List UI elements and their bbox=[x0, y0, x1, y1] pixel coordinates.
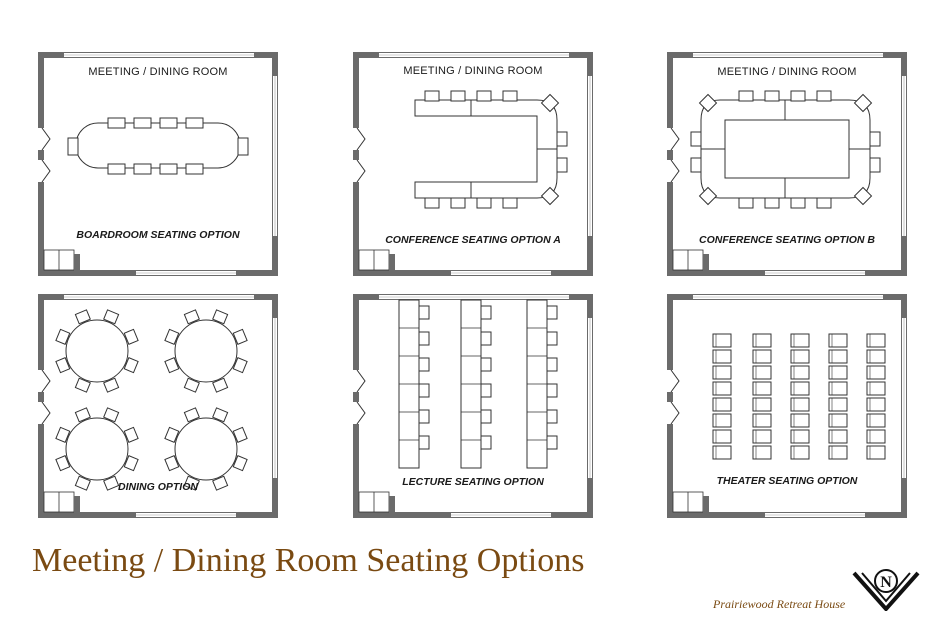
lecture-tables bbox=[399, 300, 557, 468]
theater-diagram bbox=[665, 292, 909, 522]
floor-plan-conference-a bbox=[351, 50, 595, 280]
round-tables bbox=[56, 310, 247, 490]
round-table bbox=[66, 418, 128, 480]
round-table bbox=[66, 320, 128, 382]
chair bbox=[419, 384, 429, 397]
door-opening bbox=[667, 128, 673, 150]
door-opening bbox=[667, 160, 673, 182]
chair bbox=[419, 436, 429, 449]
door-opening bbox=[353, 128, 359, 150]
prairiewood-logo bbox=[852, 565, 920, 611]
chair bbox=[481, 306, 491, 319]
door-opening bbox=[667, 370, 673, 392]
theater-chairs bbox=[713, 334, 885, 459]
chair bbox=[419, 306, 429, 319]
chair bbox=[419, 358, 429, 371]
page-title: Meeting / Dining Room Seating Options bbox=[32, 542, 585, 579]
room-label: THEATER SEATING OPTION bbox=[716, 475, 858, 487]
round-table bbox=[175, 320, 237, 382]
room-label: BOARDROOM SEATING OPTION bbox=[76, 229, 240, 241]
chair bbox=[419, 410, 429, 423]
door-opening bbox=[38, 402, 44, 424]
chair bbox=[547, 384, 557, 397]
chair bbox=[547, 306, 557, 319]
floor-plan-boardroom bbox=[36, 50, 280, 280]
u-shaped-table bbox=[415, 100, 557, 198]
chair bbox=[547, 410, 557, 423]
chair bbox=[547, 436, 557, 449]
chair bbox=[481, 436, 491, 449]
boardroom-diagram bbox=[36, 50, 280, 280]
room-title: MEETING / DINING ROOM bbox=[88, 66, 228, 78]
room-label: DINING OPTION bbox=[118, 481, 198, 493]
door-opening bbox=[667, 402, 673, 424]
room-label: LECTURE SEATING OPTION bbox=[402, 476, 544, 488]
chair bbox=[547, 358, 557, 371]
door-opening bbox=[353, 402, 359, 424]
rectangular-table-ring bbox=[701, 100, 870, 198]
chair bbox=[481, 384, 491, 397]
door-opening bbox=[38, 160, 44, 182]
door-opening bbox=[38, 128, 44, 150]
room-title: MEETING / DINING ROOM bbox=[717, 66, 857, 78]
chair bbox=[481, 358, 491, 371]
chair bbox=[481, 332, 491, 345]
logo-letter: N bbox=[880, 574, 892, 591]
brand-name: Prairiewood Retreat House bbox=[713, 597, 846, 611]
chair bbox=[419, 332, 429, 345]
floor-plan-conference-b bbox=[665, 50, 909, 280]
floor-plan-theater bbox=[665, 292, 909, 522]
room-label: CONFERENCE SEATING OPTION A bbox=[385, 234, 561, 246]
floor-plan-lecture bbox=[351, 292, 595, 522]
door-opening bbox=[353, 370, 359, 392]
room-label: CONFERENCE SEATING OPTION B bbox=[699, 234, 875, 246]
door-opening bbox=[38, 370, 44, 392]
floor-plan-dining bbox=[36, 292, 280, 522]
chair bbox=[547, 332, 557, 345]
door-opening bbox=[353, 160, 359, 182]
room-title: MEETING / DINING ROOM bbox=[403, 65, 543, 77]
boardroom-table bbox=[68, 118, 248, 174]
chair bbox=[481, 410, 491, 423]
round-table bbox=[175, 418, 237, 480]
